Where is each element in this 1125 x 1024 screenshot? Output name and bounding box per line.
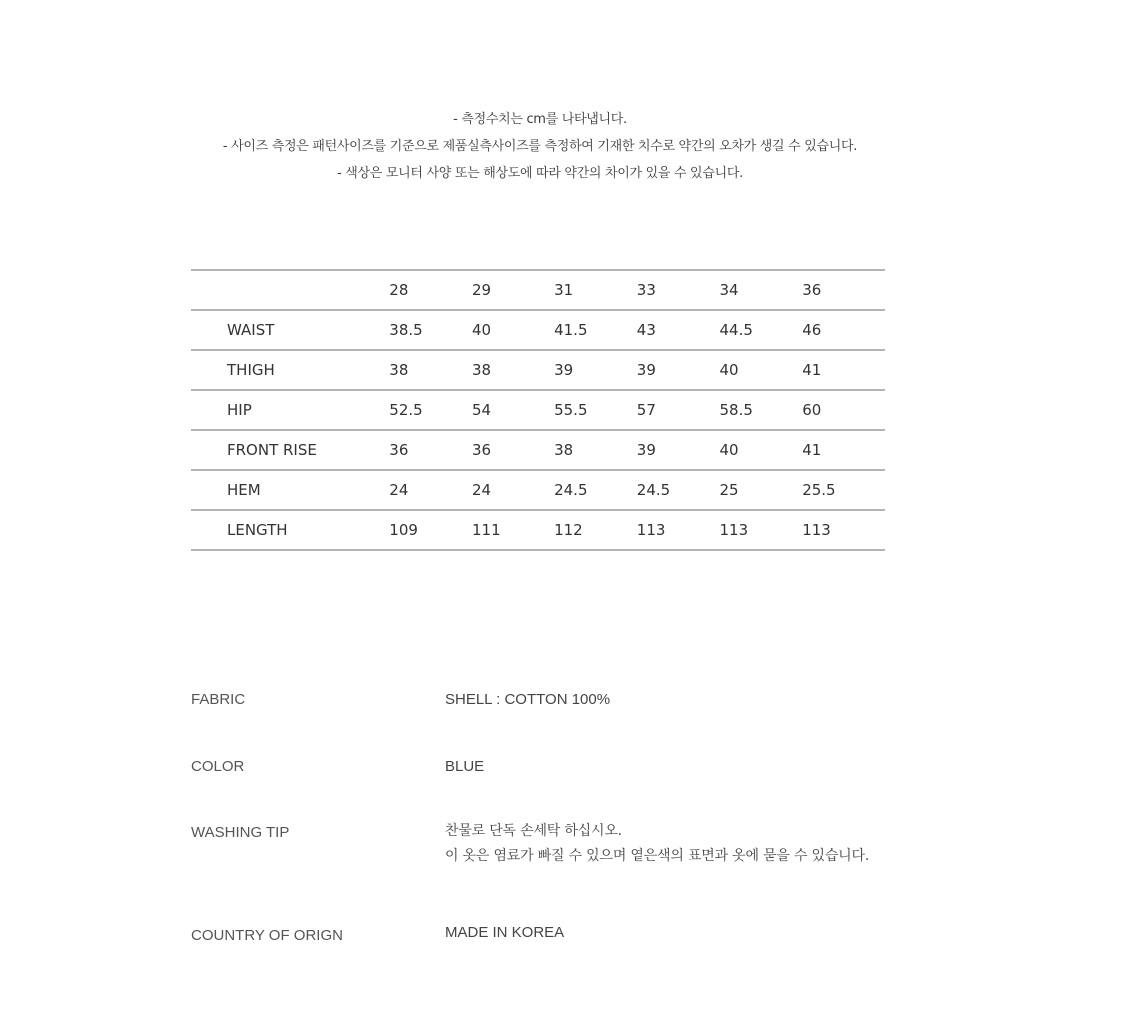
table-row [191,390,885,430]
table-cell: 40 [472,310,554,350]
table-cell: 113 [720,510,803,550]
table-cell: 113 [802,510,885,550]
note-line: - 사이즈 측정은 패턴사이즈를 기준으로 제품실측사이즈를 측정하여 기재한 치수로 약간의 오차가 생길 수 있습니다. [222,139,858,154]
table-cell: 109 [389,510,472,550]
table-cell: 41.5 [554,310,637,350]
table-cell: 58.5 [720,390,803,430]
header-cell-size: 29 [472,270,554,310]
country-of-origin-value: MADE IN KOREA [445,924,565,941]
table-cell: 112 [554,510,637,550]
row-label: HIP [191,390,389,430]
table-cell: 113 [637,510,720,550]
table-cell: 24.5 [637,470,720,510]
table-cell: 38 [554,430,637,470]
size-chart-table [191,269,885,551]
table-cell: 25 [720,470,803,510]
table-cell: 52.5 [389,390,472,430]
header-cell-size: 28 [389,270,472,310]
note-line: - 측정수치는 cm를 나타냅니다. [453,112,627,127]
table-row [191,470,885,510]
table-cell: 38 [389,350,472,390]
table-cell: 40 [720,430,803,470]
table-cell: 41 [802,430,885,470]
table-cell: 41 [802,350,885,390]
country-of-origin-label: COUNTRY OF ORIGN [191,927,343,944]
color-label: COLOR [191,758,245,775]
table-header-row [191,270,885,310]
table-cell: 24.5 [554,470,637,510]
row-label: FRONT RISE [191,430,389,470]
table-cell: 54 [472,390,554,430]
table-cell: 57 [637,390,720,430]
washing-tip-line-1: 찬물로 단독 손세탁 하십시오. [445,823,622,839]
table-row [191,310,885,350]
table-cell: 60 [802,390,885,430]
row-label: THIGH [191,350,389,390]
table-cell: 38 [472,350,554,390]
table-cell: 24 [389,470,472,510]
table-cell: 36 [472,430,554,470]
fabric-value: SHELL : COTTON 100% [445,691,611,708]
header-cell-size: 31 [554,270,637,310]
table-cell: 40 [720,350,803,390]
size-notes [0,106,1080,187]
table-cell: 55.5 [554,390,637,430]
table-cell: 46 [802,310,885,350]
header-cell-size: 36 [802,270,885,310]
fabric-label: FABRIC [191,691,246,708]
header-cell [191,270,389,310]
header-cell-size: 33 [637,270,720,310]
washing-tip-label: WASHING TIP [191,824,290,841]
color-value: BLUE [445,758,485,775]
table-cell: 39 [637,430,720,470]
table-cell: 44.5 [720,310,803,350]
row-label: LENGTH [191,510,389,550]
table-cell: 111 [472,510,554,550]
table-cell: 25.5 [802,470,885,510]
row-label: HEM [191,470,389,510]
row-label: WAIST [191,310,389,350]
table-cell: 39 [554,350,637,390]
table-cell: 38.5 [389,310,472,350]
table-cell: 24 [472,470,554,510]
table-cell: 36 [389,430,472,470]
note-line: - 색상은 모니터 사양 또는 해상도에 따라 약간의 차이가 있을 수 있습니다. [337,166,743,181]
table-row [191,430,885,470]
table-cell: 39 [637,350,720,390]
washing-tip-line-2: 이 옷은 염료가 빠질 수 있으며 옅은색의 표면과 옷에 묻을 수 있습니다. [445,848,870,864]
table-row [191,510,885,550]
table-row [191,350,885,390]
table-cell: 43 [637,310,720,350]
header-cell-size: 34 [720,270,803,310]
